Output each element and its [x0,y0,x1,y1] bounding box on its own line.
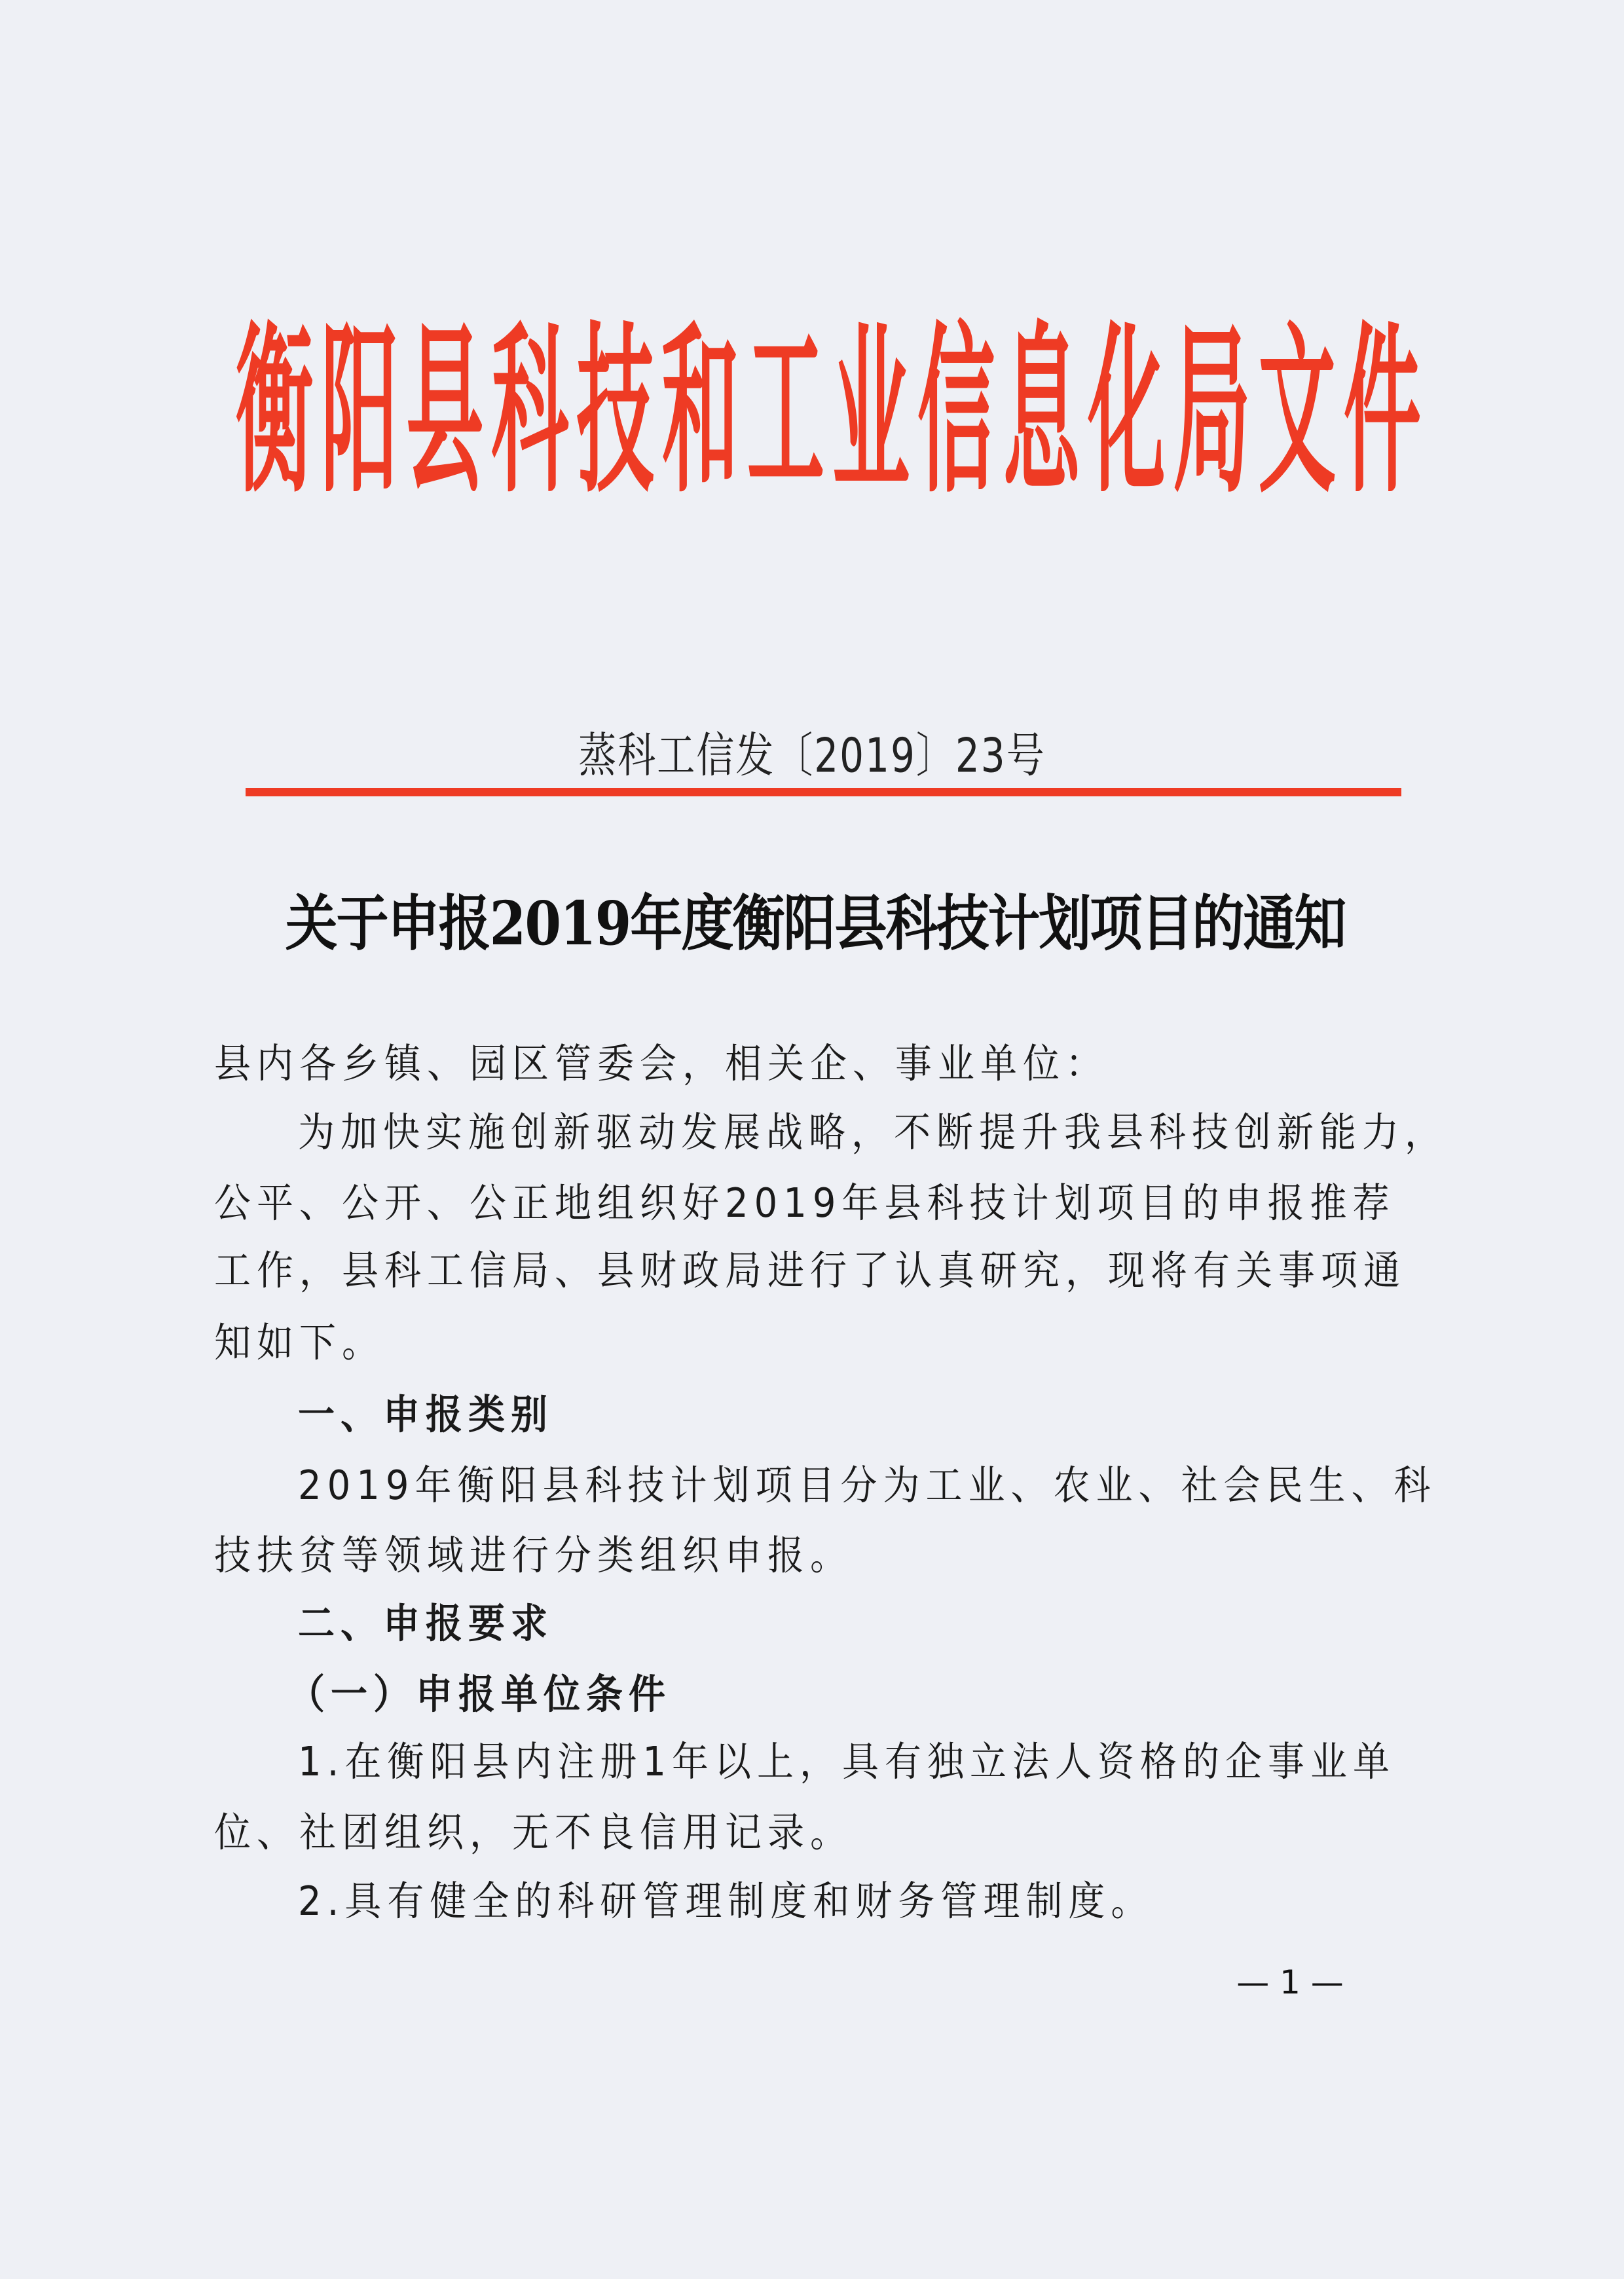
page-number: — 1 — [1236,1963,1344,2001]
section-heading: 一、申报类别 [298,1391,553,1439]
paragraph-line: 2019年衡阳县科技计划项目分为工业、农业、社会民生、科 [298,1462,1437,1510]
paragraph-line: 2.具有健全的科研管理制度和财务管理制度。 [298,1878,1154,1925]
salutation: 县内各乡镇、园区管委会，相关企、事业单位： [214,1040,1108,1088]
banner-char: 技 [576,303,654,518]
document-number: 蒸科工信发〔2019〕23号 [578,727,1046,783]
paragraph-line: 公平、公开、公正地组织好2019年县科技计划项目的申报推荐 [214,1179,1395,1227]
document-title: 关于申报2019年度衡阳县科技计划项目的通知 [285,887,1346,959]
banner-char: 县 [406,303,484,518]
banner-char: 件 [1343,303,1421,518]
subsection-heading: （一）申报单位条件 [288,1671,671,1718]
paragraph-line: 为加快实施创新驱动发展战略，不断提升我县科技创新能力， [298,1109,1447,1157]
banner-char: 文 [1258,303,1336,518]
banner-char: 业 [832,303,910,518]
paragraph-line: 知如下。 [214,1319,384,1367]
banner-char: 阳 [321,303,399,518]
banner-char: 信 [917,303,995,518]
issuer-banner [236,303,1421,518]
paragraph-line: 1.在衡阳县内注册1年以上，具有独立法人资格的企事业单 [298,1738,1396,1786]
banner-char: 和 [661,303,739,518]
paragraph-line: 位、社团组织，无不良信用记录。 [214,1809,853,1857]
section-heading: 二、申报要求 [298,1600,553,1648]
banner-char: 息 [1003,303,1080,518]
banner-char: 衡 [236,303,314,518]
paragraph-line: 工作，县科工信局、县财政局进行了认真研究，现将有关事项通 [214,1247,1406,1295]
banner-char: 工 [747,303,824,518]
red-divider [246,788,1401,796]
banner-char: 化 [1088,303,1166,518]
banner-char: 局 [1173,303,1251,518]
paragraph-line: 技扶贫等领域进行分类组织申报。 [214,1532,853,1580]
banner-char: 科 [491,303,569,518]
